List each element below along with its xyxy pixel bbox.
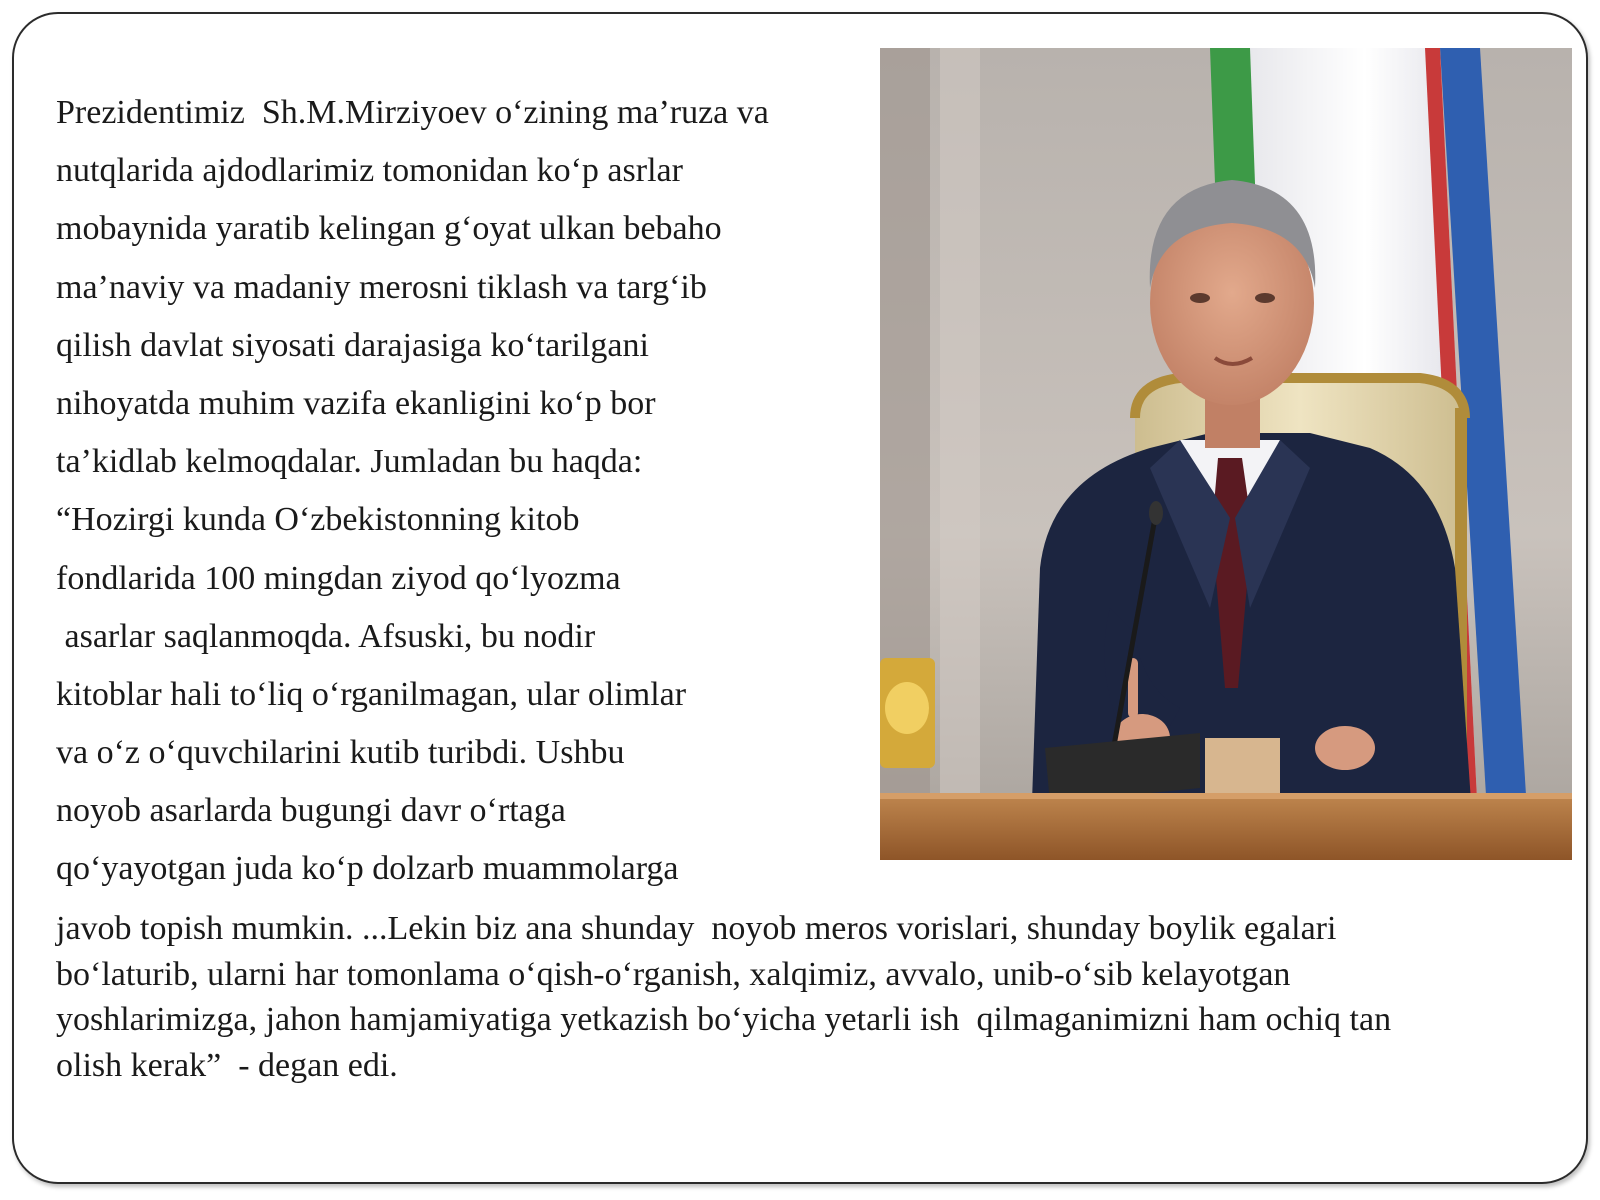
text-line: va o‘z o‘quvchilarini kutib turibdi. Ushbu	[56, 734, 625, 772]
text-line: qo‘yayotgan juda ko‘p dolzarb muammolarga	[56, 850, 679, 888]
text-line: bo‘laturib, ularni har tomonlama o‘qish-o‘rganish, xalqimiz, avvalo, unib-o‘sib kelayotgan	[56, 955, 1291, 993]
text-line: olish kerak” - degan edi.	[56, 1046, 398, 1084]
text-line: asarlar saqlanmoqda. Afsuski, bu nodir	[56, 617, 596, 655]
text-line: kitoblar hali to‘liq o‘rganilmagan, ular olimlar	[56, 675, 687, 713]
text-line: javob topish mumkin. ...Lekin biz ana shunday noyob meros vorislari, shunday boylik egalari	[56, 910, 1337, 947]
text-line: qilish davlat siyosati darajasiga ko‘tarilgani	[56, 326, 649, 364]
clock-icon	[880, 658, 935, 768]
text-line: Prezidentimiz Sh.M.Mirziyoev o‘zining ma’ruza va	[56, 94, 769, 131]
text-line: yoshlarimizga, jahon hamjamiyatiga yetkazish bo‘yicha yetarli ish qilmaganimizni ham ochiq tan	[56, 1001, 1392, 1038]
text-line: fondlarida 100 mingdan ziyod qo‘lyozma	[56, 559, 621, 597]
paragraph-full-width	[56, 906, 1586, 1088]
text-line: noyob asarlarda bugungi davr o‘rtaga	[56, 792, 566, 830]
paragraph-wrapped	[56, 84, 876, 899]
text-line: mobaynida yaratib kelingan g‘oyat ulkan bebaho	[56, 210, 722, 248]
text-line: ta’kidlab kelmoqdalar. Jumladan bu haqda:	[56, 443, 643, 481]
text-line: ma’naviy va madaniy merosni tiklash va targ‘ib	[56, 268, 707, 306]
text-line: nihoyatda muhim vazifa ekanligini ko‘p bor	[56, 384, 656, 422]
text-line: “Hozirgi kunda O‘zbekistonning kitob	[56, 501, 580, 539]
portrait-photo	[880, 48, 1572, 860]
text-line: nutqlarida ajdodlarimiz tomonidan ko‘p asrlar	[56, 152, 683, 190]
